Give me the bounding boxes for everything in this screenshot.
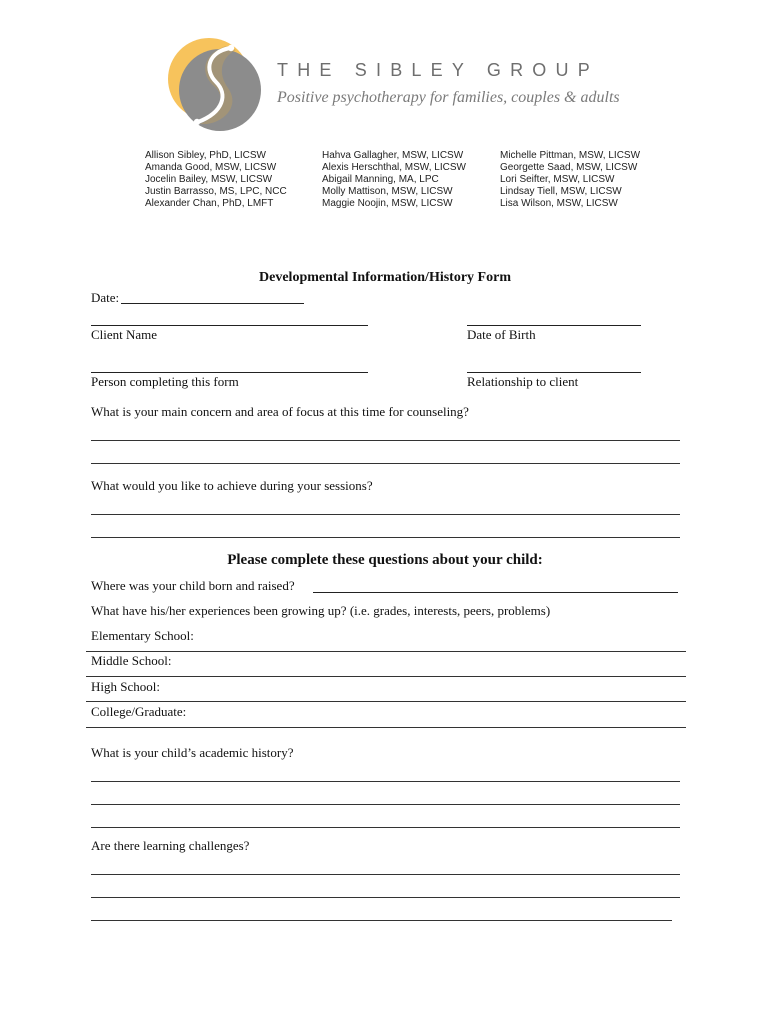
answer-line[interactable] xyxy=(91,897,680,898)
staff-column-2 xyxy=(322,150,466,210)
born-raised-field[interactable] xyxy=(313,592,678,593)
date-label: Date: xyxy=(91,290,120,305)
org-tagline: Positive psychotherapy for families, couples & adults xyxy=(277,89,620,106)
staff-name: Alexander Chan, PhD, LMFT xyxy=(145,198,274,209)
staff-name: Amanda Good, MSW, LICSW xyxy=(145,162,277,173)
staff-name: Michelle Pittman, MSW, LICSW xyxy=(500,150,641,161)
staff-name: Lisa Wilson, MSW, LICSW xyxy=(500,198,618,209)
answer-line[interactable] xyxy=(91,440,680,441)
person-completing-label: Person completing this form xyxy=(91,374,239,389)
org-name: THE SIBLEY GROUP xyxy=(277,60,599,80)
high-school-label: High School: xyxy=(91,679,160,694)
child-section-heading: Please complete these questions about your child: xyxy=(227,552,543,568)
answer-line[interactable] xyxy=(91,804,680,805)
answer-line[interactable] xyxy=(91,874,680,875)
staff-name: Jocelin Bailey, MSW, LICSW xyxy=(145,174,273,185)
logo-s-dot-bottom xyxy=(194,119,200,125)
staff-name: Molly Mattison, MSW, LICSW xyxy=(322,186,453,197)
relationship-field[interactable] xyxy=(467,372,641,373)
question-experiences: What have his/her experiences been growing up? (i.e. grades, interests, peers, problems) xyxy=(91,603,551,618)
answer-line[interactable] xyxy=(91,463,680,464)
answer-line[interactable] xyxy=(91,920,672,921)
date-of-birth-label: Date of Birth xyxy=(467,327,536,342)
question-achieve: What would you like to achieve during your sessions? xyxy=(91,478,373,493)
date-of-birth-field[interactable] xyxy=(467,325,641,326)
question-learning-challenges: Are there learning challenges? xyxy=(91,838,250,853)
staff-name: Allison Sibley, PhD, LICSW xyxy=(145,150,266,161)
staff-name: Alexis Herschthal, MSW, LICSW xyxy=(322,162,466,173)
middle-school-field[interactable] xyxy=(86,676,686,677)
question-main-concern: What is your main concern and area of focus at this time for counseling? xyxy=(91,404,469,419)
college-graduate-label: College/Graduate: xyxy=(91,704,187,719)
staff-column-3 xyxy=(500,150,640,210)
date-field[interactable] xyxy=(121,303,304,304)
staff-name: Abigail Manning, MA, LPC xyxy=(322,174,439,185)
elementary-school-field[interactable] xyxy=(86,651,686,652)
answer-line[interactable] xyxy=(91,537,680,538)
high-school-field[interactable] xyxy=(86,701,686,702)
question-born-raised: Where was your child born and raised? xyxy=(91,578,295,593)
middle-school-label: Middle School: xyxy=(91,653,172,668)
person-completing-field[interactable] xyxy=(91,372,368,373)
staff-column-1 xyxy=(145,150,287,210)
logo-s-dot-top xyxy=(228,45,234,51)
sibley-logo-icon xyxy=(164,34,264,134)
college-graduate-field[interactable] xyxy=(86,727,686,728)
answer-line[interactable] xyxy=(91,781,680,782)
question-academic-history: What is your child’s academic history? xyxy=(91,745,294,760)
staff-name: Lindsay Tiell, MSW, LICSW xyxy=(500,186,622,197)
staff-name: Hahva Gallagher, MSW, LICSW xyxy=(322,150,464,161)
elementary-school-label: Elementary School: xyxy=(91,628,194,643)
staff-name: Justin Barrasso, MS, LPC, NCC xyxy=(145,186,287,197)
answer-line[interactable] xyxy=(91,827,680,828)
client-name-field[interactable] xyxy=(91,325,368,326)
relationship-label: Relationship to client xyxy=(467,374,579,389)
staff-name: Georgette Saad, MSW, LICSW xyxy=(500,162,638,173)
staff-name: Maggie Noojin, MSW, LICSW xyxy=(322,198,453,209)
client-name-label: Client Name xyxy=(91,327,158,342)
answer-line[interactable] xyxy=(91,514,680,515)
form-title: Developmental Information/History Form xyxy=(259,270,511,285)
staff-name: Lori Seifter, MSW, LICSW xyxy=(500,174,615,185)
